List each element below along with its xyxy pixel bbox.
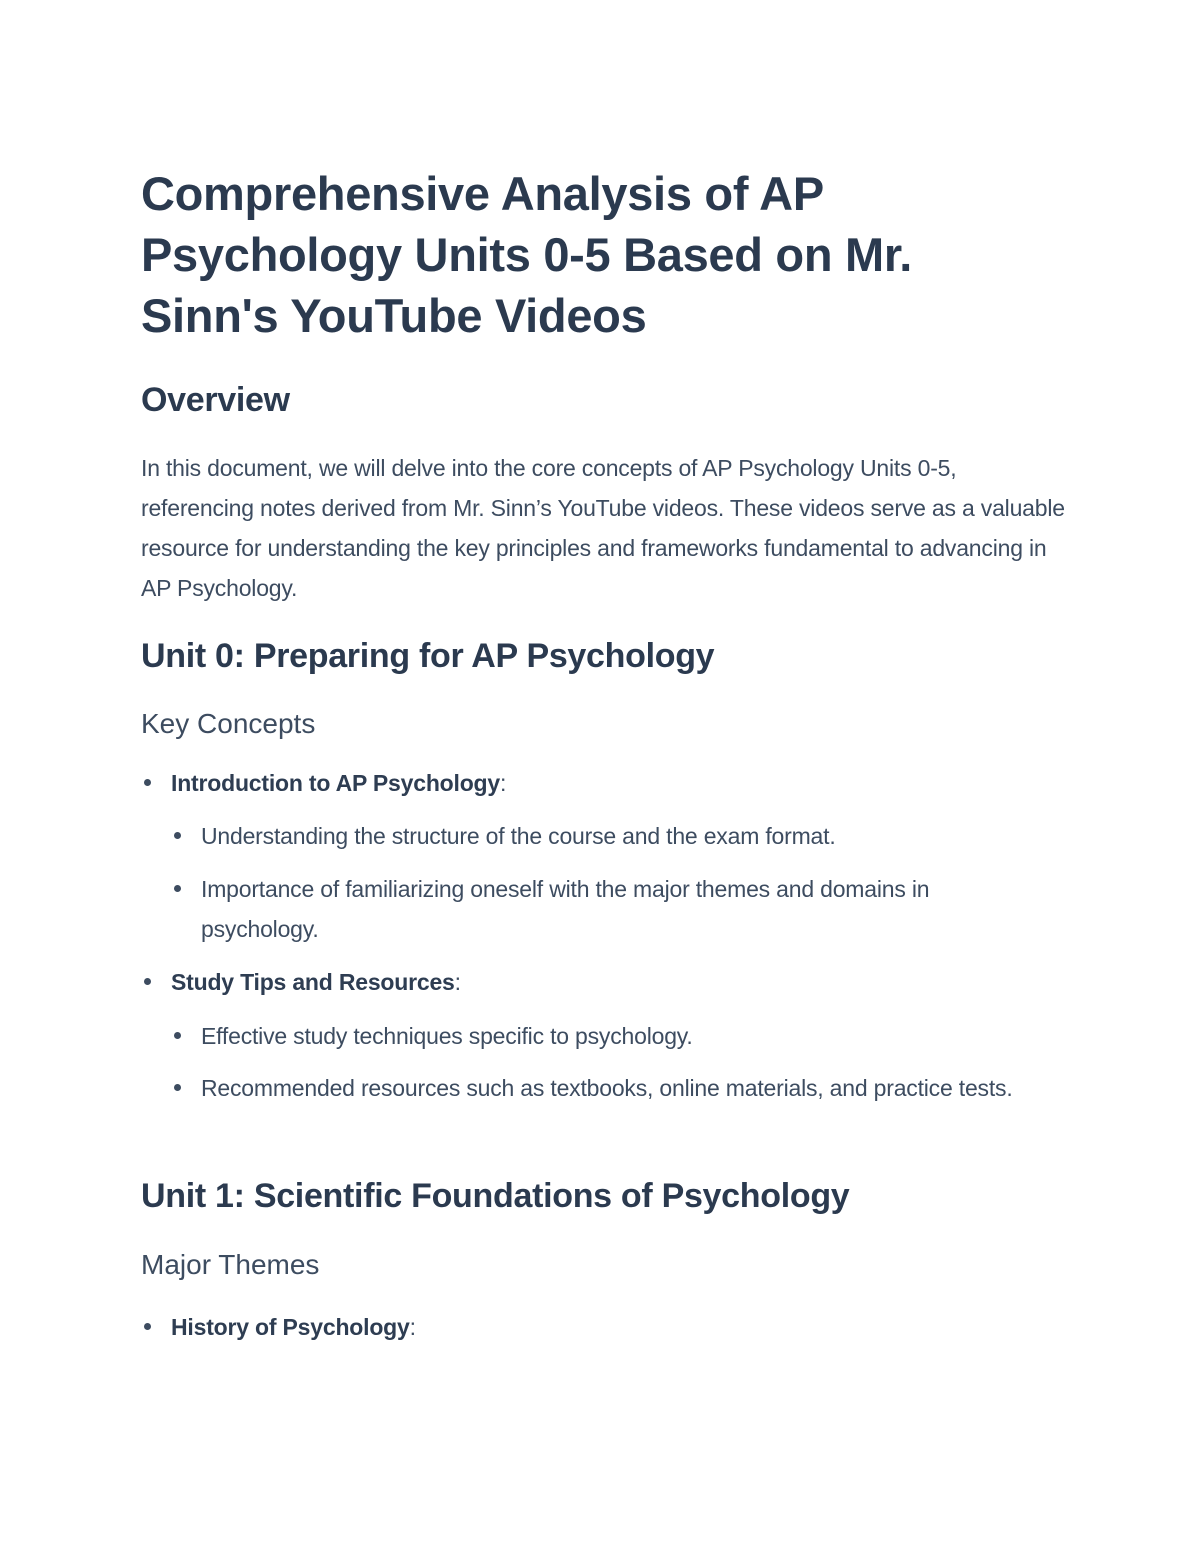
bullet-icon bbox=[174, 1084, 181, 1091]
overview-paragraph: In this document, we will delve into the core concepts of AP Psychology Units 0-5, referencing notes derived from Mr. Sinn’s YouTube videos. These videos serve as a valuable resource for understanding the key principles and frameworks fundamental to advancing in AP Psychology. bbox=[141, 455, 1065, 601]
list-item bbox=[171, 962, 1061, 1002]
unit0-heading: Unit 0: Preparing for AP Psychology bbox=[141, 637, 715, 675]
unit0-subheading: Key Concepts bbox=[141, 708, 316, 739]
bullet-icon bbox=[174, 1032, 181, 1039]
list-item bbox=[201, 869, 1031, 949]
list-item bbox=[201, 816, 1031, 856]
list-item-colon: : bbox=[454, 969, 461, 995]
list-item-colon: : bbox=[409, 1314, 416, 1340]
list-item bbox=[201, 1016, 1031, 1056]
list-item-text: Understanding the structure of the course and the exam format. bbox=[201, 823, 836, 849]
list-item-label: Introduction to AP Psychology bbox=[171, 770, 500, 796]
bullet-icon bbox=[174, 832, 181, 839]
bullet-icon bbox=[144, 1323, 151, 1330]
list-item-text: Effective study techniques specific to psychology. bbox=[201, 1023, 693, 1049]
bullet-icon bbox=[144, 978, 151, 985]
list-item-text: Importance of familiarizing oneself with the major themes and domains in psychology. bbox=[201, 876, 930, 942]
bullet-icon bbox=[144, 779, 151, 786]
bullet-icon bbox=[174, 885, 181, 892]
list-item-label: History of Psychology bbox=[171, 1314, 410, 1340]
list-item-text: Recommended resources such as textbooks, online materials, and practice tests. bbox=[201, 1075, 1013, 1101]
document-title: Comprehensive Analysis of AP Psychology Units 0-5 Based on Mr. Sinn's YouTube Videos bbox=[141, 167, 913, 342]
list-item bbox=[171, 1307, 1061, 1347]
list-item-label: Study Tips and Resources bbox=[171, 969, 455, 995]
list-item-colon: : bbox=[500, 770, 507, 796]
unit1-subheading: Major Themes bbox=[141, 1249, 320, 1280]
overview-heading: Overview bbox=[141, 381, 290, 419]
unit1-heading: Unit 1: Scientific Foundations of Psychology bbox=[141, 1177, 850, 1215]
list-item bbox=[201, 1068, 1031, 1108]
list-item bbox=[171, 763, 1061, 803]
